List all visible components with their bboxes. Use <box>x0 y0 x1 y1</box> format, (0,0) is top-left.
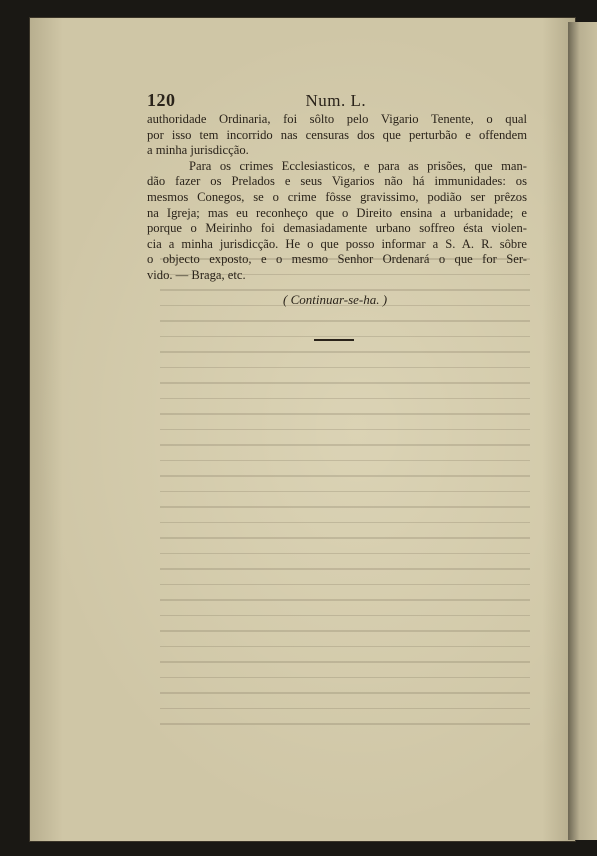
facing-page-edge <box>568 22 597 840</box>
text-line: cia a minha jurisdicção. He o que posso informar a S. A. R. sôbre <box>147 236 527 251</box>
page-number: 120 <box>147 90 176 110</box>
paragraph-2 <box>147 159 527 284</box>
text-line: na Igreja; mas eu reconheço que o Direito ensina a urbanidade; e <box>147 205 527 220</box>
text-line: porque o Meirinho foi demasiadamente urbano soffreo ésta violen- <box>147 221 527 236</box>
continuation-note: ( Continuar-se-ha. ) <box>283 292 388 307</box>
show-through-text <box>160 258 530 738</box>
paragraph-1 <box>147 112 527 159</box>
text-line: mesmos Conegos, se o crime fôsse gravissimo, podião ser prêzos <box>147 189 527 204</box>
text-line: o objecto exposto, e o mesmo Senhor Ordenará o que for Ser- <box>147 252 527 267</box>
page-text-block <box>147 90 527 284</box>
running-head: Num. L. <box>305 91 367 110</box>
text-line: Para os crimes Ecclesiasticos, e para as prisões, que man- <box>189 158 527 173</box>
text-line: dão fazer os Prelados e seus Vigarios não há immunidades: os <box>147 174 527 189</box>
text-line: authoridade Ordinaria, foi sôlto pelo Vigario Tenente, o qual <box>147 112 527 126</box>
end-rule <box>314 339 354 341</box>
page-header <box>147 90 527 112</box>
text-line: por isso tem incorrido nas censuras dos que perturbão e offendem <box>147 127 527 142</box>
text-line: vido. — Braga, etc. <box>147 267 246 282</box>
text-line: a minha jurisdicção. <box>147 143 249 158</box>
